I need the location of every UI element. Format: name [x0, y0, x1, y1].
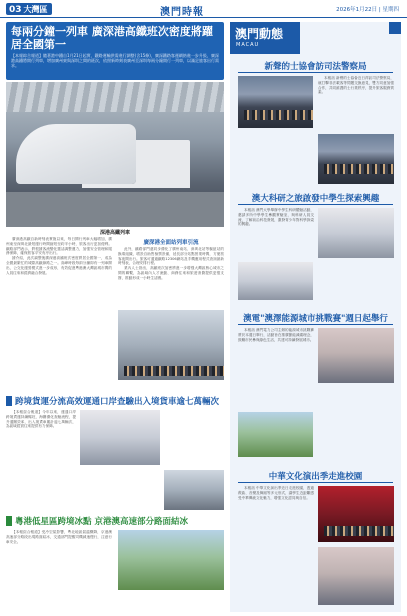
- lead-headline: 每兩分鐘一列車 廣深港高鐵班次密度將躍居全國第一: [11, 25, 213, 51]
- page-header: [0, 0, 407, 18]
- lead-headline-box: [6, 22, 224, 80]
- cargo-headline-bar: [6, 395, 224, 407]
- group-people-image: [244, 110, 313, 120]
- lead-photo: [6, 82, 224, 227]
- freeze-headline: 粵港低星區跨境冰點 京港澳高速部分路面結冰: [15, 517, 188, 527]
- passengers-image: [124, 366, 224, 376]
- macau-title-en: MACAU: [236, 42, 260, 48]
- lead-subhead: 廣深港全面站列車引流: [143, 240, 199, 246]
- story2-photo-2: [238, 262, 313, 300]
- story3-body: [238, 328, 314, 408]
- body-paragraph: 據介紹，此次調整後廣深港高鐵班次密度將居全國第一，成為全國最繁忙的城際高鐵線路之一。高峰時段每兩分鐘即有一列車開出，公交化運營模式進一步成形，有效促進粵港澳大灣區城市間的人員往來和經濟融合發展。: [6, 256, 112, 275]
- macau-title: 澳門動態: [235, 27, 284, 41]
- headline-marker: [6, 396, 12, 406]
- story1-headline: 新聲的士協會訪司法警察局: [264, 62, 367, 72]
- platform-image: [6, 192, 224, 227]
- cargo-body: [6, 410, 76, 510]
- divider: [238, 204, 393, 205]
- masthead: 澳門時報: [160, 7, 204, 18]
- lead-standfirst: 【本報綜合報道】隨著港中鐵自1月21日起實，鐵路運輸供需進行調整(含15條)，廣深鐵路客運網絡進一步升級，廣深港高鐵將開行列車，增加廣州東與深圳之間的班次，依照新時刻表廣州至深圳每兩分鐘開行一列車，以滿足旅客出行需求。: [11, 53, 219, 68]
- dateline: 2026年1月22日 | 星期四: [336, 7, 399, 13]
- story4-photo-2: [318, 547, 394, 605]
- story1-photo-2: [318, 134, 394, 184]
- story2-headline: 澳大科研之旅啟發中學生探索興趣: [251, 194, 380, 204]
- story3-photo-2: [238, 412, 313, 457]
- divider: [238, 482, 393, 483]
- cargo-photo: [80, 410, 160, 465]
- story3-photo: [318, 328, 394, 383]
- divider: [238, 72, 393, 73]
- station-roof: [6, 82, 224, 112]
- macau-section-head: [230, 22, 300, 54]
- story1-photo: [238, 76, 313, 128]
- story4-headline: 中華文化演出季走進校園: [268, 472, 363, 482]
- headline-marker: [6, 516, 12, 526]
- section-name: 大灣區: [23, 5, 48, 14]
- freeze-photo: [118, 530, 224, 590]
- section-badge: [6, 3, 52, 15]
- lead-photo-caption: 深港高鐵列車: [99, 230, 130, 236]
- body-paragraph: 業內人士指出，高鐵班次加密將進一步增強大灣區核心城市之間的聯繫，為區域內人才流動、商務往來和旅遊消費提供更強支撐，推動形成一小時生活圈。: [118, 266, 224, 280]
- section-number: 03: [9, 5, 22, 15]
- body-paragraph: 【本報綜合報道】受冷空氣影響，粵北地區氣溫驟降，京港澳高速部分路段出現路面結冰，交通部門提醒司機減速慢行，注意行車安全。: [6, 530, 112, 544]
- story2-photo: [318, 208, 394, 258]
- cargo-photo-2: [164, 470, 224, 510]
- lead-body-column-2: [118, 247, 224, 307]
- train-image: [16, 124, 136, 184]
- divider: [238, 324, 393, 325]
- macau-column: [230, 22, 401, 612]
- rail-photo: [118, 310, 224, 380]
- body-paragraph: 本報訊 澳門電力公司主辦的能源城市挑戰賽將於本週日舉行，活動旨在推廣節能減碳理念，鼓勵市民參與綠色生活，共建可持續發展城市。: [238, 328, 314, 342]
- group-people-image: [324, 164, 394, 174]
- body-paragraph: 廣深港高鐵自新時刻表實施以來，每日開行列車大幅增加，廣州東至深圳北最短運行時間縮短至約半小時，旅客出行更加便利。鐵路部門表示，將根據客流變化靈活調整運力，加強安全管理和服務保障，確保旅客平安有序出行。: [6, 237, 112, 256]
- story3-headline: 澳電"澳澤能源城市挑戰賽"週日起舉行: [243, 314, 388, 324]
- story4-body: [238, 486, 314, 606]
- corner-tag: [389, 22, 401, 34]
- freeze-body: [6, 530, 112, 610]
- body-paragraph: 【本報綜合報道】今年以來，運通口岸跨境貨運持續暢旺，海關優化查驗流程，提升通關效率，出入境貨車累計逾七萬輛次，為區域經貿往來提供有力保障。: [6, 410, 76, 429]
- body-paragraph: 此外，鐵路部門還同步優化了廣州南站、深圳北站等樞紐站的換乘組織，增設自助售檢票設備，延長部分站點營業時間，方便旅客夜間出行。旅客可通過鐵路12306網站及手機應用程式查詢最新時刻表，合理安排行程。: [118, 247, 224, 266]
- story4-photo: [318, 486, 394, 542]
- freeze-headline-bar: [6, 515, 224, 527]
- body-paragraph: 本報訊 中華文化演出季近日走進校園，透過戲曲、音樂及舞蹈等多元形式，讓學生近距離感受中華傳統文化魅力，增強文化認同與自信。: [238, 486, 314, 500]
- lead-body-column-1: [6, 237, 112, 385]
- body-paragraph: 本報訊 澳門大學舉辦中學生科研體驗活動，邀請多所中學學生參觀實驗室，與科研人員交流，了解前沿科技發展，激發青少年對科學探索的興趣。: [238, 208, 314, 227]
- cargo-headline: 跨境貨運分流高效運通口岸查驗出入境貨車逾七萬輛次: [15, 397, 220, 407]
- performers-image: [324, 526, 394, 536]
- body-paragraph: 本報訊 新聲的士協會近日拜訪司法警察局，就打擊非法載客等問題交換意見，雙方同意加強合作，共同維護的士行業秩序，提升旅客服務質素。: [318, 76, 394, 95]
